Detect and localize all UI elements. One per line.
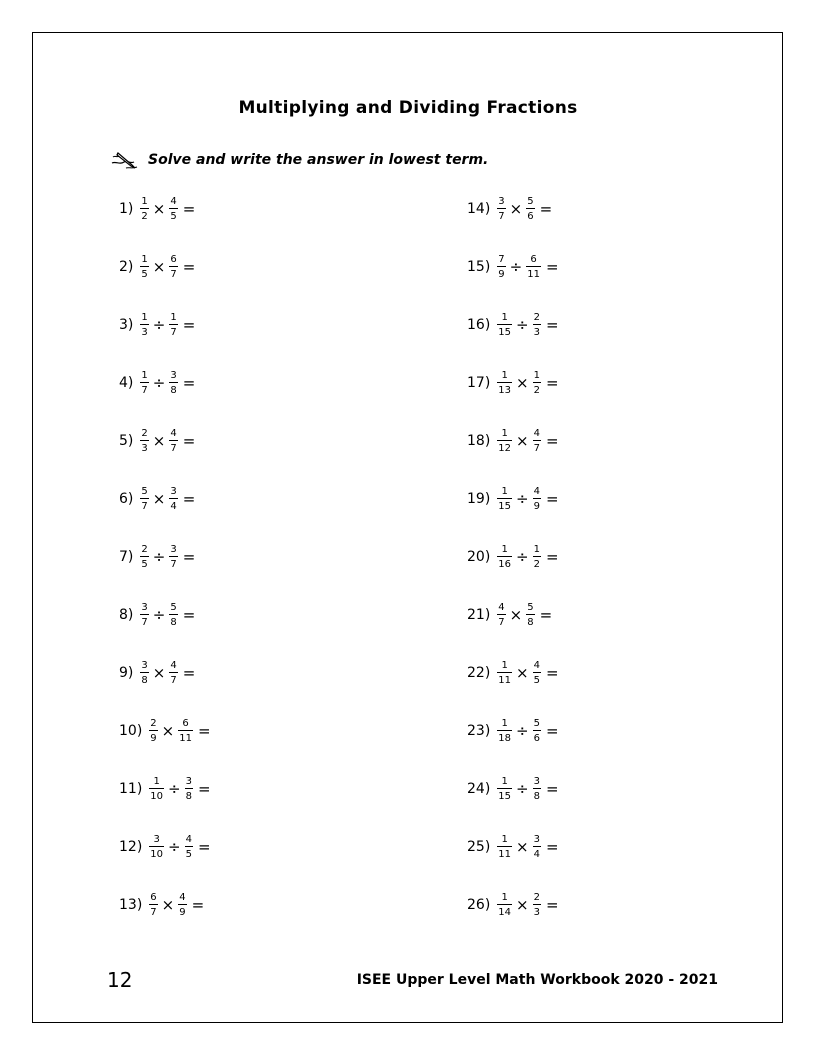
denominator: 9 [179,907,186,918]
problem-number: 10) [119,723,143,739]
denominator: 4 [533,849,540,860]
fraction [526,196,534,222]
fraction [497,892,512,918]
numerator: 1 [501,486,508,497]
problem-number: 22) [467,665,491,681]
numerator: 5 [141,486,148,497]
equals-sign: = [182,200,196,218]
numerator: 1 [501,776,508,787]
numerator: 1 [141,254,148,265]
problem-item [467,421,559,461]
equals-sign: = [191,896,205,914]
problem-item [467,479,559,519]
denominator: 7 [170,269,177,280]
fraction [497,660,512,686]
numerator: 5 [527,602,534,613]
fraction [533,486,541,512]
fraction [497,196,505,222]
operator: ÷ [516,548,529,566]
denominator: 12 [498,443,512,454]
numerator: 1 [501,312,508,323]
fraction [149,718,157,744]
fraction [497,834,512,860]
page-frame [32,32,783,1023]
operator: × [152,258,166,276]
numerator: 3 [153,834,160,845]
numerator: 6 [530,254,537,265]
operator: ÷ [168,780,181,798]
denominator: 8 [527,617,534,628]
problem-item [119,827,211,867]
numerator: 4 [170,660,177,671]
numerator: 4 [185,834,192,845]
problem-number: 24) [467,781,491,797]
denominator: 5 [141,559,148,570]
numerator: 7 [498,254,505,265]
numerator: 1 [501,834,508,845]
equals-sign: = [182,374,196,392]
equals-sign: = [182,432,196,450]
problem-item [119,247,195,287]
operator: × [152,664,166,682]
denominator: 7 [150,907,157,918]
fraction [149,834,164,860]
problem-number: 25) [467,839,491,855]
operator: × [516,664,529,682]
problem-item [119,479,195,519]
denominator: 11 [498,675,512,686]
denominator: 7 [170,559,177,570]
equals-sign: = [545,316,559,334]
fraction [497,544,512,570]
problem-number: 19) [467,491,491,507]
equals-sign: = [182,316,196,334]
fraction [533,370,541,396]
denominator: 7 [498,211,505,222]
problem-number: 12) [119,839,143,855]
fraction [140,428,148,454]
denominator: 7 [170,443,177,454]
fraction [149,776,164,802]
fraction [533,892,541,918]
problem-item [119,595,195,635]
problem-number: 21) [467,607,491,623]
numerator: 1 [501,428,508,439]
problem-number: 9) [119,665,134,681]
operator: × [516,374,529,392]
denominator: 7 [141,501,148,512]
problem-number: 20) [467,549,491,565]
operator: × [152,490,166,508]
fraction [140,312,148,338]
operator: ÷ [152,316,166,334]
numerator: 1 [501,370,508,381]
problem-item [467,711,559,751]
book-title: ISEE Upper Level Math Workbook 2020 - 2021 [356,972,718,988]
numerator: 1 [533,370,540,381]
operator: ÷ [168,838,181,856]
numerator: 1 [153,776,160,787]
problem-number: 16) [467,317,491,333]
problem-number: 7) [119,549,134,565]
fraction [169,544,177,570]
equals-sign: = [545,780,559,798]
operator: × [509,606,523,624]
denominator: 8 [170,385,177,396]
fraction [178,892,186,918]
numerator: 4 [498,602,505,613]
problem-item [467,885,559,925]
denominator: 9 [150,733,157,744]
equals-sign: = [197,722,211,740]
denominator: 10 [150,791,164,802]
problem-item [119,305,195,345]
problem-item [119,653,195,693]
operator: ÷ [516,490,529,508]
fraction [526,254,541,280]
denominator: 4 [170,501,177,512]
fraction [497,602,505,628]
fraction [185,776,193,802]
denominator: 11 [498,849,512,860]
denominator: 13 [498,385,512,396]
denominator: 10 [150,849,164,860]
problem-number: 23) [467,723,491,739]
fraction [497,370,512,396]
denominator: 15 [498,501,512,512]
numerator: 2 [141,428,148,439]
problem-number: 1) [119,201,134,217]
equals-sign: = [182,664,196,682]
operator: × [152,200,166,218]
denominator: 5 [141,269,148,280]
operator: × [516,432,529,450]
denominator: 5 [170,211,177,222]
numerator: 3 [170,486,177,497]
equals-sign: = [545,374,559,392]
operator: × [509,200,523,218]
page-number: 12 [107,968,133,992]
fraction [140,196,148,222]
denominator: 3 [141,327,148,338]
equals-sign: = [539,606,553,624]
equals-sign: = [545,548,559,566]
numerator: 2 [141,544,148,555]
denominator: 8 [141,675,148,686]
problem-item [119,537,195,577]
problem-number: 4) [119,375,134,391]
fraction [169,370,177,396]
equals-sign: = [545,838,559,856]
denominator: 7 [170,327,177,338]
equals-sign: = [182,258,196,276]
equals-sign: = [182,548,196,566]
operator: × [161,722,175,740]
numerator: 1 [141,370,148,381]
numerator: 3 [141,660,148,671]
denominator: 7 [170,675,177,686]
fraction [533,660,541,686]
numerator: 1 [533,544,540,555]
equals-sign: = [182,606,196,624]
problem-number: 5) [119,433,134,449]
fraction [140,254,148,280]
denominator: 14 [498,907,512,918]
problem-item [467,827,559,867]
denominator: 7 [141,385,148,396]
denominator: 8 [533,791,540,802]
denominator: 3 [533,907,540,918]
fraction [140,602,148,628]
problem-number: 15) [467,259,491,275]
denominator: 5 [185,849,192,860]
denominator: 6 [533,733,540,744]
operator: ÷ [152,606,166,624]
numerator: 4 [170,196,177,207]
problem-item [119,421,195,461]
problem-item [467,595,552,635]
denominator: 11 [527,269,540,280]
denominator: 9 [498,269,505,280]
numerator: 4 [533,660,540,671]
equals-sign: = [545,432,559,450]
problem-item [467,189,552,229]
denominator: 15 [498,791,512,802]
equals-sign: = [545,664,559,682]
fraction [178,718,193,744]
fraction [533,776,541,802]
operator: ÷ [516,780,529,798]
operator: × [161,896,175,914]
denominator: 8 [170,617,177,628]
numerator: 3 [170,544,177,555]
equals-sign: = [545,896,559,914]
problem-number: 17) [467,375,491,391]
instruction-text: Solve and write the answer in lowest term. [148,152,489,168]
fraction [497,254,505,280]
numerator: 6 [182,718,189,729]
problem-item [119,711,211,751]
denominator: 11 [179,733,192,744]
denominator: 16 [498,559,512,570]
denominator: 3 [141,443,148,454]
numerator: 1 [141,312,148,323]
numerator: 4 [179,892,186,903]
fraction [497,486,512,512]
denominator: 18 [498,733,512,744]
fraction [140,370,148,396]
fraction [169,602,177,628]
fraction [497,428,512,454]
page-title: Multiplying and Dividing Fractions [238,98,578,118]
fraction [533,718,541,744]
numerator: 2 [533,312,540,323]
denominator: 8 [185,791,192,802]
denominator: 7 [533,443,540,454]
numerator: 3 [533,834,540,845]
problem-item [119,189,195,229]
numerator: 4 [170,428,177,439]
equals-sign: = [197,838,211,856]
numerator: 4 [533,428,540,439]
fraction [169,486,177,512]
fraction [533,834,541,860]
fraction [149,892,157,918]
numerator: 6 [170,254,177,265]
numerator: 5 [533,718,540,729]
denominator: 5 [533,675,540,686]
problem-item [119,885,204,925]
fraction [169,312,177,338]
denominator: 7 [141,617,148,628]
numerator: 4 [533,486,540,497]
operator: ÷ [509,258,523,276]
numerator: 2 [533,892,540,903]
numerator: 3 [498,196,505,207]
problem-number: 26) [467,897,491,913]
numerator: 5 [527,196,534,207]
problem-item [119,363,195,403]
denominator: 2 [533,385,540,396]
equals-sign: = [182,490,196,508]
fraction [169,196,177,222]
numerator: 1 [170,312,177,323]
equals-sign: = [539,200,553,218]
fraction [140,660,148,686]
operator: × [516,838,529,856]
problem-item [467,305,559,345]
fraction [140,486,148,512]
pencil-writing-icon [110,149,140,171]
problem-item [467,537,559,577]
problem-item [467,653,559,693]
problem-item [119,769,211,809]
operator: ÷ [516,316,529,334]
problem-item [467,363,559,403]
numerator: 5 [170,602,177,613]
equals-sign: = [545,258,559,276]
fraction [533,312,541,338]
problem-number: 2) [119,259,134,275]
fraction [169,428,177,454]
numerator: 3 [533,776,540,787]
fraction [526,602,534,628]
numerator: 1 [501,718,508,729]
problem-number: 6) [119,491,134,507]
denominator: 9 [533,501,540,512]
equals-sign: = [197,780,211,798]
numerator: 1 [501,660,508,671]
numerator: 3 [170,370,177,381]
problem-number: 8) [119,607,134,623]
fraction [497,312,512,338]
numerator: 6 [150,892,157,903]
operator: ÷ [152,548,166,566]
fraction [169,254,177,280]
fraction [185,834,193,860]
fraction [497,718,512,744]
problem-number: 13) [119,897,143,913]
problem-number: 14) [467,201,491,217]
fraction [169,660,177,686]
numerator: 2 [150,718,157,729]
numerator: 1 [501,892,508,903]
problem-number: 3) [119,317,134,333]
numerator: 3 [185,776,192,787]
problem-item [467,247,559,287]
equals-sign: = [545,490,559,508]
equals-sign: = [545,722,559,740]
operator: × [516,896,529,914]
denominator: 6 [527,211,534,222]
fraction [497,776,512,802]
problem-number: 11) [119,781,143,797]
denominator: 15 [498,327,512,338]
denominator: 3 [533,327,540,338]
fraction [533,428,541,454]
denominator: 2 [533,559,540,570]
denominator: 7 [498,617,505,628]
operator: ÷ [516,722,529,740]
fraction [140,544,148,570]
operator: ÷ [152,374,166,392]
operator: × [152,432,166,450]
numerator: 1 [501,544,508,555]
problem-number: 18) [467,433,491,449]
numerator: 3 [141,602,148,613]
instruction [110,148,488,172]
problem-item [467,769,559,809]
fraction [533,544,541,570]
denominator: 2 [141,211,148,222]
numerator: 1 [141,196,148,207]
